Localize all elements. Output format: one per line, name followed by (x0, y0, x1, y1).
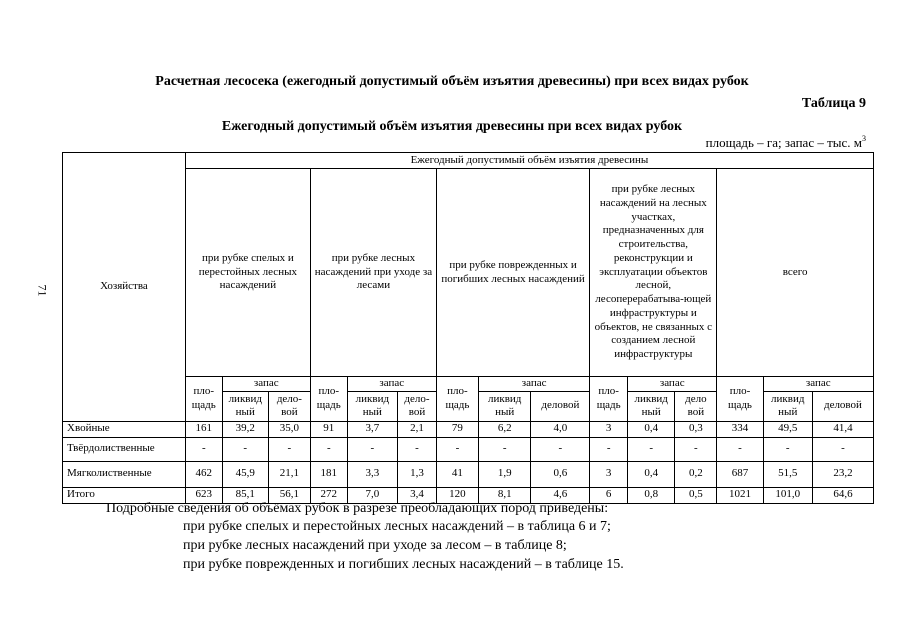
row-name: Твёрдолиственные (63, 437, 186, 461)
document-title: Расчетная лесосека (ежегодный допустимый объём изъятия древесины) при всех видах рубок (155, 74, 749, 89)
header-commercial: дело вой (675, 391, 717, 421)
table-cell: 2,1 (398, 421, 437, 437)
table-cell: - (222, 437, 268, 461)
table-row (63, 437, 874, 461)
table-cell: 3 (590, 461, 628, 487)
header-commercial: деловой (812, 391, 873, 421)
table-cell: 462 (185, 461, 222, 487)
table-cell: 101,0 (763, 487, 812, 503)
table-cell: 1,3 (398, 461, 437, 487)
table-cell: 4,0 (531, 421, 590, 437)
table-cell: - (628, 437, 675, 461)
table-cell: 45,9 (222, 461, 268, 487)
table-cell: 623 (185, 487, 222, 503)
table-cell: - (590, 437, 628, 461)
table-number: Таблица 9 (801, 96, 866, 111)
table-cell: - (398, 437, 437, 461)
table-cell: 272 (310, 487, 347, 503)
header-liquid: ликвид ный (763, 391, 812, 421)
table-cell: 3,3 (347, 461, 397, 487)
notes-line: при рубке лесных насаждений при уходе за лесом – в таблице 8; (183, 538, 567, 553)
table-cell: 0,3 (675, 421, 717, 437)
table-cell: - (268, 437, 310, 461)
header-liquid: ликвид ный (347, 391, 397, 421)
notes-intro: Подробные сведения об объёмах рубок в разрезе преобладающих пород приведены: (106, 501, 609, 516)
notes-line: при рубке спелых и перестойных лесных насаждений – в таблица 6 и 7; (183, 519, 611, 534)
header-mature-felling: при рубке спелых и перестойных лесных насаждений (185, 169, 310, 377)
header-total: всего (717, 169, 874, 377)
header-farms: Хозяйства (63, 153, 186, 422)
table-cell: 3,7 (347, 421, 397, 437)
units-note (706, 134, 866, 151)
table-cell: - (310, 437, 347, 461)
table-cell: 0,4 (628, 461, 675, 487)
table-cell: 181 (310, 461, 347, 487)
table-cell: 0,5 (675, 487, 717, 503)
table-cell: - (812, 437, 873, 461)
table-cell: - (185, 437, 222, 461)
row-name: Мягколиственные (63, 461, 186, 487)
table-cell: 39,2 (222, 421, 268, 437)
table-cell: 79 (436, 421, 478, 437)
table-cell: 4,6 (531, 487, 590, 503)
table-cell: - (436, 437, 478, 461)
table-subtitle: Ежегодный допустимый объём изъятия древесины при всех видах рубок (221, 119, 683, 134)
table-cell: 51,5 (763, 461, 812, 487)
row-name: Хвойные (63, 421, 186, 437)
table-cell: 49,5 (763, 421, 812, 437)
header-area: пло-щадь (717, 377, 763, 422)
table-cell: 0,4 (628, 421, 675, 437)
header-liquid: ликвид ный (222, 391, 268, 421)
table-cell: 41,4 (812, 421, 873, 437)
table-cell: 21,1 (268, 461, 310, 487)
table-row (63, 461, 874, 487)
page-number: 71 (35, 284, 50, 297)
table-row (63, 421, 874, 437)
table-cell: 85,1 (222, 487, 268, 503)
table-cell: 64,6 (812, 487, 873, 503)
table-cell: 0,8 (628, 487, 675, 503)
table-cell: 334 (717, 421, 763, 437)
table-cell: 6 (590, 487, 628, 503)
table-cell: - (478, 437, 531, 461)
table-cell: 1021 (717, 487, 763, 503)
header-stock: запас (347, 377, 436, 392)
table-cell: 161 (185, 421, 222, 437)
table-cell: 1,9 (478, 461, 531, 487)
header-stock: запас (222, 377, 310, 392)
harvest-table (62, 152, 874, 504)
notes-line: при рубке поврежденных и погибших лесных насаждений – в таблице 15. (183, 557, 624, 572)
table-cell: 56,1 (268, 487, 310, 503)
header-stock: запас (478, 377, 589, 392)
table-cell: 8,1 (478, 487, 531, 503)
table-cell: - (763, 437, 812, 461)
table-cell: 6,2 (478, 421, 531, 437)
table-cell: 120 (436, 487, 478, 503)
header-commercial: дело-вой (268, 391, 310, 421)
table-cell: 0,6 (531, 461, 590, 487)
table-cell: 91 (310, 421, 347, 437)
table-cell: - (347, 437, 397, 461)
table-cell: 687 (717, 461, 763, 487)
table-cell: - (717, 437, 763, 461)
table-cell: 0,2 (675, 461, 717, 487)
header-liquid: ликвид ный (478, 391, 531, 421)
header-area: пло-щадь (310, 377, 347, 422)
header-area: пло-щадь (590, 377, 628, 422)
table-cell: 7,0 (347, 487, 397, 503)
table-cell: - (531, 437, 590, 461)
table-cell: - (675, 437, 717, 461)
header-commercial: деловой (531, 391, 590, 421)
table-cell: 3,4 (398, 487, 437, 503)
header-thinning: при рубке лесных насаждений при уходе за лесами (310, 169, 436, 377)
table-cell: 41 (436, 461, 478, 487)
header-commercial: дело-вой (398, 391, 437, 421)
header-area: пло-щадь (185, 377, 222, 422)
units-text: площадь – га; запас – тыс. м (705, 135, 862, 150)
header-liquid: ликвид ный (628, 391, 675, 421)
header-area: пло-щадь (436, 377, 478, 422)
units-superscript: 3 (862, 134, 866, 143)
header-construction: при рубке лесных насаждений на лесных участках, предназначенных для строительства, реконструкции и эксплуатации объектов лесной, лесоперерабатыва-ющей инфраструктуры и объектов, не связанных с созданием лесной инфраструктуры (590, 169, 717, 377)
header-stock: запас (763, 377, 873, 392)
header-damaged: при рубке поврежденных и погибших лесных насаждений (436, 169, 589, 377)
table-cell: 3 (590, 421, 628, 437)
header-stock: запас (628, 377, 717, 392)
table-cell: 23,2 (812, 461, 873, 487)
header-group: Ежегодный допустимый объём изъятия древесины (185, 153, 873, 169)
row-name: Итого (63, 487, 186, 503)
table-cell: 35,0 (268, 421, 310, 437)
table-body (63, 421, 874, 503)
